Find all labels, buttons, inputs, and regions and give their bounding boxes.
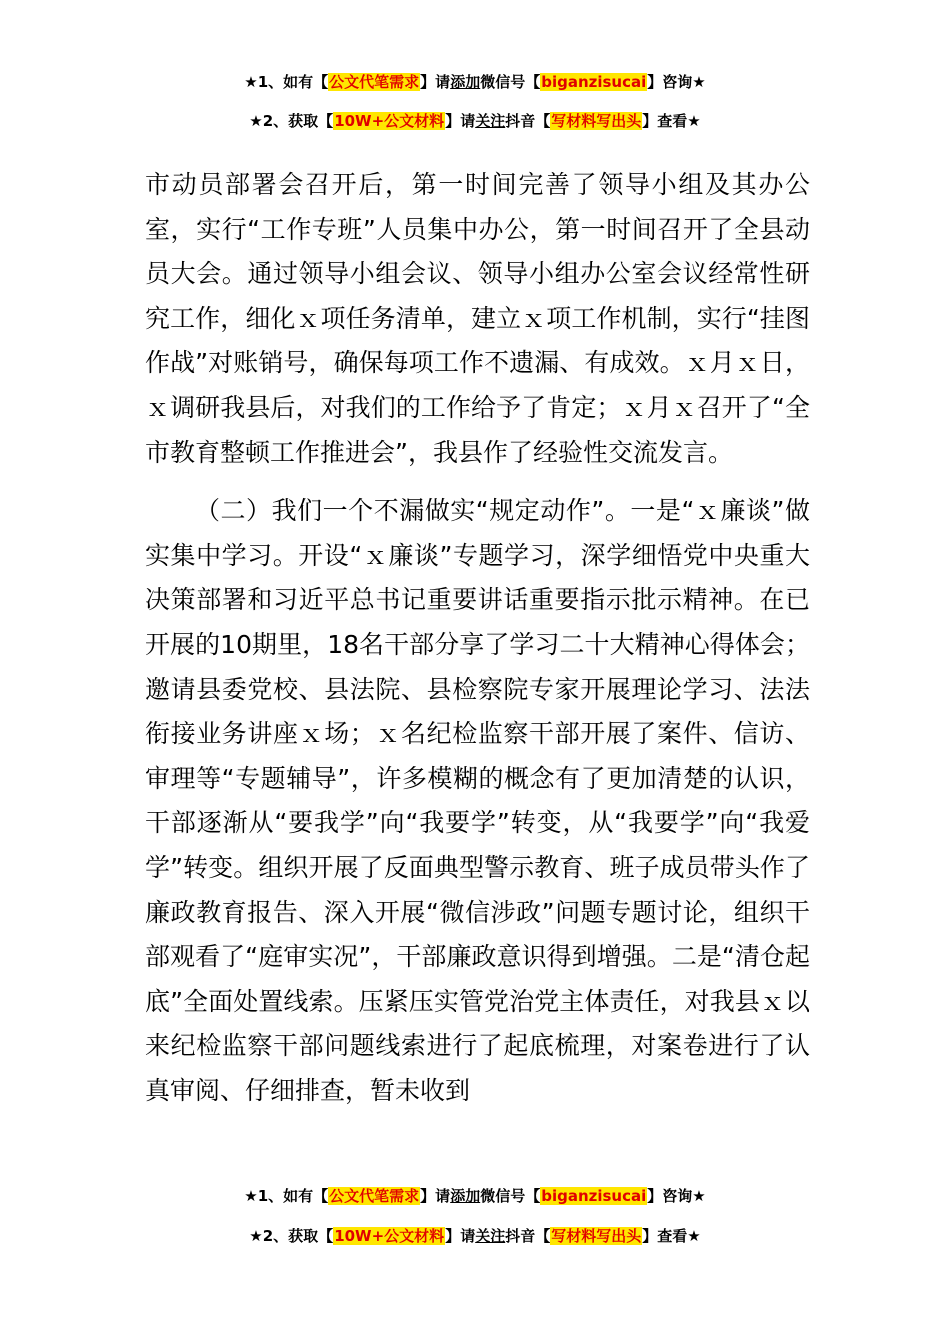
- footer-l1-highlight-1: 公文代笔需求: [329, 1187, 420, 1205]
- footer-promo-line-1: [0, 1186, 950, 1206]
- header-l1-b: 】请: [420, 73, 451, 91]
- footer-l2-b: 】请: [445, 1227, 476, 1245]
- footer-promo-line-2: [0, 1226, 950, 1246]
- footer-l1-highlight-2: biganzisucai: [541, 1187, 647, 1205]
- footer-l2-d: 】查看★: [642, 1227, 701, 1245]
- footer-l1-c: 微信号【: [480, 1187, 541, 1205]
- header-l1-a: ★1、如有【: [244, 73, 329, 91]
- footer-l1-a: ★1、如有【: [244, 1187, 329, 1205]
- header-l2-c: 抖音【: [505, 112, 551, 130]
- paragraph-2: （二）我们一个不漏做实“规定动作”。一是“ｘ廉谈”做实集中学习。开设“ｘ廉谈”专题学习，深学细悟党中央重大决策部署和习近平总书记重要讲话重要指示批示精神。在已开展的10期里，18名干部分享了学习二十大精神心得体会；邀请县委党校、县法院、县检察院专家开展理论学习、法法衔接业务讲座ｘ场；ｘ名纪检监察干部开展了案件、信访、审理等“专题辅导”，许多模糊的概念有了更加清楚的认识，干部逐渐从“要我学”向“我要学”转变，从“我要学”向“我爱学”转变。组织开展了反面典型警示教育、班子成员带头作了廉政教育报告、深入开展“微信涉政”问题专题讨论，组织干部观看了“庭审实况”，干部廉政意识得到增强。二是“清仓起底”全面处置线索。压紧压实管党治党主体责任，对我县ｘ以来纪检监察干部问题线索进行了起底梳理，对案卷进行了认真审阅、仔细排查，暂未收到: [145, 496, 810, 1105]
- header-l2-highlight-1: 10W+公文材料: [334, 112, 445, 130]
- footer-l2-c: 抖音【: [505, 1227, 551, 1245]
- header-l2-a: ★2、获取【: [249, 112, 334, 130]
- footer-l2-underlined: 关注: [475, 1227, 506, 1245]
- footer-l2-highlight-1: 10W+公文材料: [334, 1227, 445, 1245]
- footer-l1-d: 】咨询★: [647, 1187, 706, 1205]
- header-promo-line-1: [0, 72, 950, 92]
- footer-l2-highlight-2: 写材料写出头: [551, 1227, 642, 1245]
- paragraph-1: 市动员部署会召开后，第一时间完善了领导小组及其办公室，实行“工作专班”人员集中办公，第一时间召开了全县动员大会。通过领导小组会议、领导小组办公室会议经常性研究工作，细化ｘ项任务清单，建立ｘ项工作机制，实行“挂图作战”对账销号，确保每项工作不遗漏、有成效。ｘ月ｘ日，ｘ调研我县后，对我们的工作给予了肯定；ｘ月ｘ召开了“全市教育整顿工作推进会”，我县作了经验性交流发言。: [145, 170, 810, 467]
- header-l2-d: 】查看★: [642, 112, 701, 130]
- header-l2-highlight-2: 写材料写出头: [551, 112, 642, 130]
- header-l1-d: 】咨询★: [647, 73, 706, 91]
- header-l2-underlined: 关注: [475, 112, 506, 130]
- header-l2-b: 】请: [445, 112, 476, 130]
- header-l1-highlight-1: 公文代笔需求: [329, 73, 420, 91]
- document-body: [145, 163, 810, 1113]
- footer-l1-underlined: 添加: [450, 1187, 481, 1205]
- header-l1-underlined: 添加: [450, 73, 481, 91]
- header-promo-line-2: [0, 111, 950, 131]
- footer-l2-a: ★2、获取【: [249, 1227, 334, 1245]
- footer-l1-b: 】请: [420, 1187, 451, 1205]
- header-l1-highlight-2: biganzisucai: [541, 73, 647, 91]
- header-l1-c: 微信号【: [480, 73, 541, 91]
